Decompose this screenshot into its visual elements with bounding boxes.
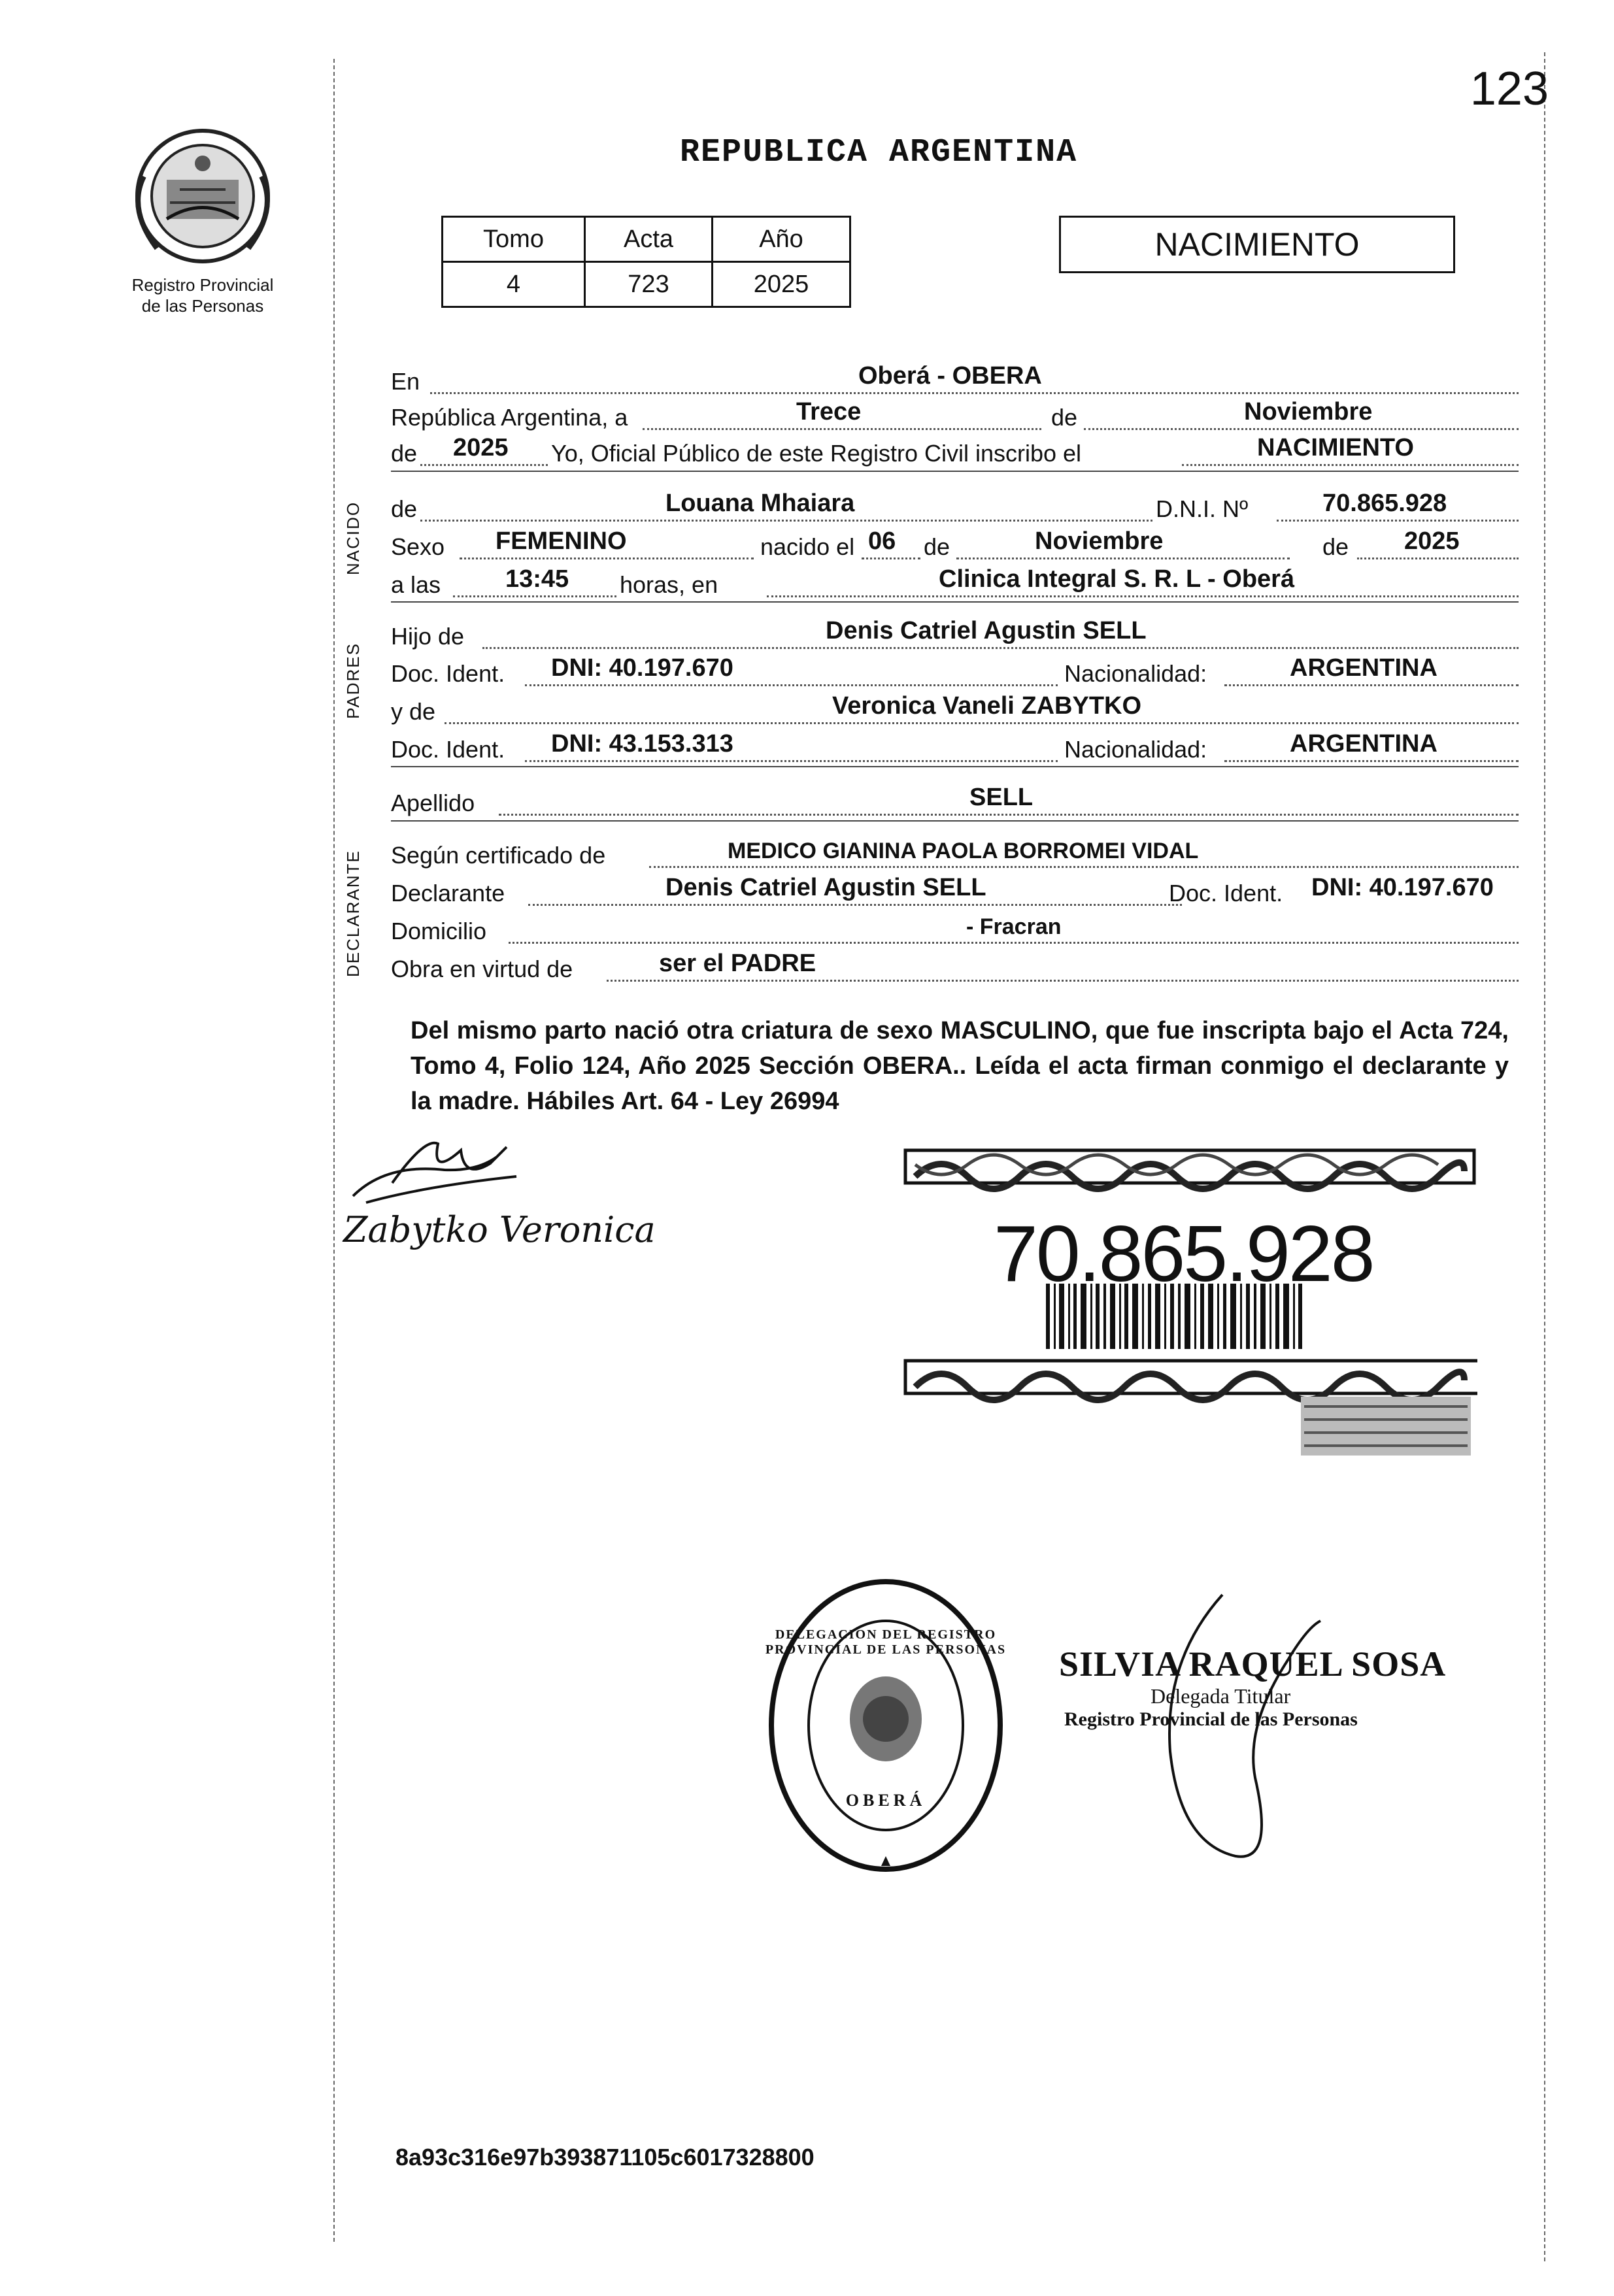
mother-doc-value: DNI: 43.153.313 [551, 730, 733, 757]
father-name-value: Denis Catriel Agustin SELL [826, 617, 1147, 644]
y-de-label: y de [391, 698, 436, 725]
birth-de-label-2: de [1322, 533, 1349, 560]
domicilio-fill [509, 942, 1519, 944]
year-value: 2025 [453, 434, 509, 461]
birth-de-label: de [924, 533, 950, 560]
record-type-box: NACIMIENTO [1059, 216, 1455, 273]
father-nat-value: ARGENTINA [1290, 654, 1437, 682]
obra-label: Obra en virtud de [391, 956, 573, 982]
record-table-value-tomo: 4 [443, 262, 585, 307]
declarante-label: Declarante [391, 880, 505, 907]
birth-year-fill [1357, 557, 1519, 559]
dni-value: 70.865.928 [1322, 490, 1447, 517]
nacido-el-label: nacido el [760, 533, 855, 560]
declarante-value: Denis Catriel Agustin SELL [665, 874, 986, 901]
rule-2 [391, 601, 1519, 603]
official-seal-ring-text: DELEGACION DEL REGISTRO PROVINCIAL DE LAS PERSONAS [765, 1627, 1007, 1657]
day-fill [643, 428, 1041, 430]
apellido-label: Apellido [391, 790, 475, 816]
en-fill [430, 392, 1519, 394]
registry-label-line2: de las Personas [141, 296, 264, 316]
signer-name: SILVIA RAQUEL SOSA [1059, 1644, 1447, 1684]
domicilio-value: - Fracran [966, 914, 1062, 939]
record-table-header-tomo: Tomo [443, 217, 585, 262]
official-seal-city: OBERÁ [845, 1791, 926, 1810]
signer-title: Delegada Titular [1151, 1684, 1291, 1708]
country-title: REPUBLICA ARGENTINA [680, 134, 1078, 171]
left-margin-line [333, 59, 335, 2242]
declarant-signature [346, 1124, 543, 1216]
dni-label: D.N.I. Nº [1156, 495, 1249, 522]
right-margin-line [1544, 52, 1545, 2261]
mother-nat-label: Nacionalidad: [1064, 736, 1207, 763]
row-y-de [391, 693, 1519, 729]
declarante-section-label: DECLARANTE [343, 850, 363, 977]
record-table-header-acta: Acta [585, 217, 713, 262]
obra-value: ser el PADRE [659, 950, 816, 977]
signer-registry: Registro Provincial de las Personas [1064, 1708, 1358, 1730]
row-hora [391, 566, 1519, 603]
year-prefix-label: de [391, 440, 418, 467]
hour-value: 13:45 [505, 565, 569, 593]
sexo-fill [460, 557, 754, 559]
row-en [391, 363, 1519, 399]
official-seal [765, 1575, 1007, 1876]
record-table-header-row [443, 217, 850, 262]
apellido-fill [499, 814, 1519, 816]
row-domicilio [391, 912, 1519, 949]
apellido-value: SELL [969, 784, 1034, 811]
row-father-doc [391, 655, 1519, 691]
domicilio-label: Domicilio [391, 918, 487, 944]
row-apellido [391, 784, 1519, 821]
name-fill [420, 520, 1152, 522]
mother-name-value: Veronica Vaneli ZABYTKO [832, 692, 1142, 720]
month-de-label: de [1051, 404, 1078, 431]
certificado-label: Según certificado de [391, 842, 606, 869]
declarante-fill [528, 904, 1182, 906]
birth-month-fill [956, 557, 1290, 559]
hour-fill [453, 595, 616, 597]
year-fill [420, 464, 548, 466]
inscribo-value: NACIMIENTO [1257, 434, 1414, 461]
sexo-value: FEMENINO [496, 527, 627, 555]
hijo-de-label: Hijo de [391, 623, 465, 650]
horas-label: horas, en [620, 571, 718, 598]
inscribo-fill [1182, 464, 1519, 466]
record-table-value-acta: 723 [585, 262, 713, 307]
row-nacido-name [391, 490, 1519, 527]
birth-year-value: 2025 [1404, 527, 1460, 555]
row-declarante [391, 874, 1519, 911]
row-republica [391, 399, 1519, 435]
sexo-label: Sexo [391, 533, 445, 560]
a-las-label: a las [391, 571, 441, 598]
rule-1 [391, 471, 1519, 472]
page-number: 123 [1470, 63, 1549, 115]
record-table-value-anio: 2025 [713, 262, 850, 307]
obra-fill [607, 980, 1519, 982]
birth-month-value: Noviembre [1035, 527, 1164, 555]
mother-nat-fill [1224, 760, 1519, 762]
nacido-section-label: NACIDO [343, 501, 363, 575]
mother-fill [445, 722, 1519, 724]
row-sexo [391, 528, 1519, 565]
birth-day-value: 06 [868, 527, 896, 555]
dni-fill [1277, 520, 1519, 522]
month-value: Noviembre [1244, 398, 1373, 425]
row-obra [391, 950, 1519, 987]
nacido-de-label: de [391, 495, 418, 522]
certificado-fill [649, 866, 1519, 868]
record-table [441, 216, 851, 308]
document-hash: 8a93c316e97b393871105c6017328800 [395, 2144, 815, 2171]
father-nat-fill [1224, 684, 1519, 686]
mother-doc-label: Doc. Ident. [391, 736, 505, 763]
signer-block [1059, 1644, 1446, 1731]
father-nat-label: Nacionalidad: [1064, 660, 1207, 687]
padres-section-label: PADRES [343, 642, 363, 719]
rule-4 [391, 820, 1519, 822]
birth-day-fill [862, 557, 920, 559]
notes-paragraph: Del mismo parto nació otra criatura de sexo MASCULINO, que fue inscripta bajo el Acta 724, Tomo 4, Folio 124, Año 2025 Sección OBERA.. Leída el acta firman conmigo el declarante y la madre. Hábiles Art. 64 - Ley 26994 [411, 1017, 1509, 1115]
rule-3 [391, 766, 1519, 767]
row-certificado [391, 837, 1519, 873]
oficial-text: Yo, Oficial Público de este Registro Civil inscribo el [551, 440, 1082, 467]
father-doc-fill [525, 684, 1058, 686]
mother-nat-value: ARGENTINA [1290, 730, 1437, 757]
declarante-doc-label: Doc. Ident. [1169, 880, 1283, 907]
row-oficial [391, 435, 1519, 471]
place-value: Clinica Integral S. R. L - Oberá [939, 565, 1295, 593]
dni-stamp-number: 70.865.928 [994, 1209, 1373, 1298]
official-seal-graphic [765, 1575, 1007, 1876]
mother-signature: Zabytko Veronica [343, 1209, 656, 1250]
province-emblem [131, 124, 275, 268]
dni-stamp-graphic [902, 1145, 1477, 1459]
mother-doc-fill [525, 760, 1058, 762]
en-label: En [391, 368, 420, 395]
registry-label [118, 275, 288, 316]
father-doc-label: Doc. Ident. [391, 660, 505, 687]
day-value: Trece [796, 398, 862, 425]
certificado-value: MEDICO GIANINA PAOLA BORROMEI VIDAL [728, 839, 1199, 863]
registry-label-line1: Registro Provincial [131, 275, 274, 295]
father-fill [482, 647, 1519, 649]
row-hijo-de [391, 618, 1519, 654]
month-fill [1084, 428, 1519, 430]
record-table-header-anio: Año [713, 217, 850, 262]
father-doc-value: DNI: 40.197.670 [551, 654, 733, 682]
republica-label: República Argentina, a [391, 404, 628, 431]
record-table-value-row [443, 262, 850, 307]
dni-stamp [902, 1145, 1477, 1459]
nacido-name-value: Louana Mhaiara [665, 490, 855, 517]
row-mother-doc [391, 731, 1519, 767]
declarante-doc-value: DNI: 40.197.670 [1311, 874, 1494, 901]
place-fill [767, 595, 1519, 597]
en-value: Oberá - OBERA [858, 362, 1042, 390]
